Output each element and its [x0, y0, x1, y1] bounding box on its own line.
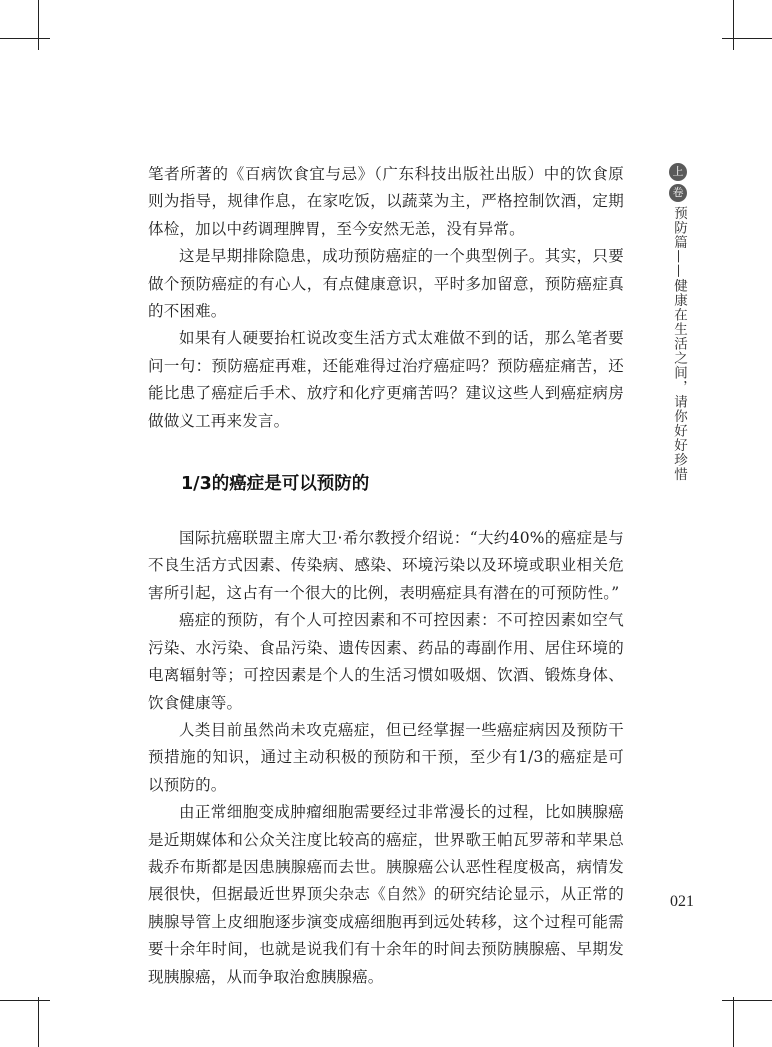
chapter-side-tab	[666, 163, 690, 482]
paragraph: 如果有人硬要抬杠说改变生活方式太难做不到的话，那么笔者要问一句：预防癌症再难，还能难得过治疗癌症吗？预防癌症痛苦，还能比患了癌症后手术、放疗和化疗更痛苦吗？建议这些人到癌症病房做做义工再来发言。	[148, 329, 624, 430]
paragraph: 国际抗癌联盟主席大卫·希尔教授介绍说：“大约40%的癌症是与不良生活方式因素、传染病、感染、环境污染以及环境或职业相关危害所引起，这占有一个很大的比例，表明癌症具有潜在的可预防性。”	[148, 529, 624, 602]
main-text	[148, 161, 624, 991]
section-title: 1/3的癌症是可以预防的	[181, 474, 370, 495]
chapter-running-title: 预防篇——健康在生活之间，请你好好珍惜	[671, 206, 687, 482]
volume-badge: 上	[669, 163, 687, 181]
page-number: 021	[670, 893, 694, 910]
paragraph: 由正常细胞变成肿瘤细胞需要经过非常漫长的过程，比如胰腺癌是近期媒体和公众关注度比较高的癌症，世界歌王帕瓦罗蒂和苹果总裁乔布斯都是因患胰腺癌而去世。胰腺癌公认恶性程度极高，病情发展很快，但据最近世界顶尖杂志《自然》的研究结论显示，从正常的胰腺导管上皮细胞逐步演变成癌细胞再到远处转移，这个过程可能需要十余年时间，也就是说我们有十余年的时间去预防胰腺癌、早期发现胰腺癌，从而争取治愈胰腺癌。	[148, 803, 624, 986]
paragraph: 癌症的预防，有个人可控因素和不可控因素：不可控因素如空气污染、水污染、食品污染、遗传因素、药品的毒副作用、居住环境的电离辐射等；可控因素是个人的生活习惯如吸烟、饮酒、锻炼身体、饮食健康等。	[148, 611, 624, 712]
paragraph: 笔者所著的《百病饮食宜与忌》（广东科技出版社出版）中的饮食原则为指导，规律作息，在家吃饭，以蔬菜为主，严格控制饮酒，定期体检，加以中药调理脾胃，至今安然无恙，没有异常。	[148, 165, 624, 238]
paragraph: 这是早期排除隐患，成功预防癌症的一个典型例子。其实，只要做个预防癌症的有心人，有点健康意识，平时多加留意，预防癌症真的不困难。	[148, 247, 624, 321]
volume-badge: 卷	[669, 184, 687, 202]
paragraph: 人类目前虽然尚未攻克癌症，但已经掌握一些癌症病因及预防干预措施的知识，通过主动积极的预防和干预，至少有1/3的癌症是可以预防的。	[148, 720, 624, 794]
